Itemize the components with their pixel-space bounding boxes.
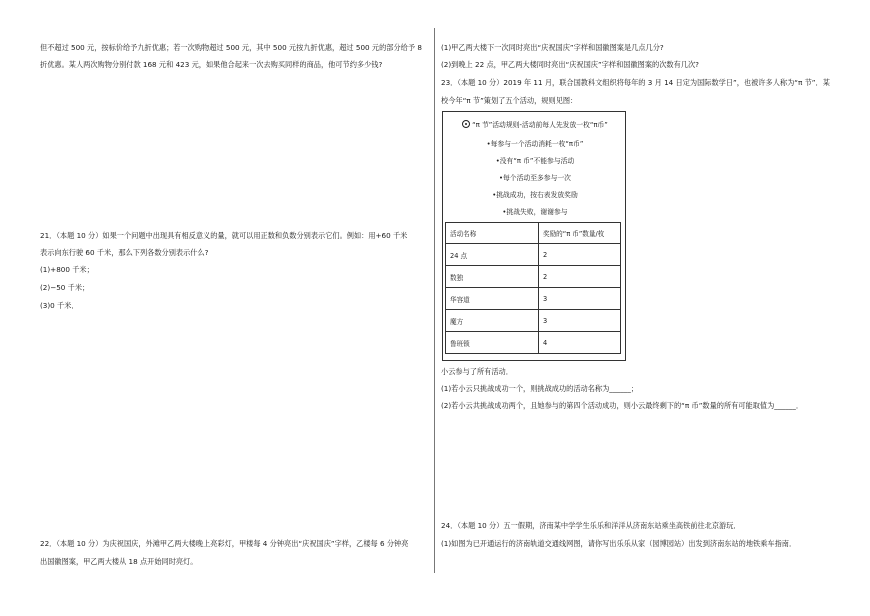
reward-count-cell: 4 [539, 332, 621, 354]
table-row [446, 310, 621, 332]
table-row [446, 332, 621, 354]
q21-text-line-2: 表示向东行驶 60 千米，那么下列各数分别表示什么? [40, 248, 209, 257]
header-activity-name: 活动名称 [446, 223, 539, 244]
column-divider [434, 28, 435, 573]
q22-text-line-1: 22．（本题 10 分）为庆祝国庆，外滩甲乙两大楼晚上亮彩灯，甲楼每 4 分钟亮出“庆祝国庆”字样，乙楼每 6 分钟亮 [40, 539, 409, 548]
q23-text-line-1: 23．（本题 10 分）2019 年 11 月，联合国教科文组织将每年的 3 月 14 日定为国际数学日”，也被许多人称为“π 节”．某 [441, 78, 830, 87]
activity-name-cell: 魔方 [446, 310, 539, 332]
header-reward-count: 奖励的“π 币”数量/枚 [539, 223, 621, 244]
rules-title: “π 节”活动规则-活动前每人先发放一枚“π币” [472, 121, 608, 129]
q23-text-line-2: 校今年“π 节”策划了五个活动，规则见图： [441, 96, 578, 105]
rules-title-row [443, 119, 627, 129]
rule-1: •每参与一个活动消耗一枚“π币” [486, 140, 584, 148]
q22-text-line-2: 出国徽图案，甲乙两大楼从 18 点开始同时亮灯。 [40, 557, 198, 566]
table-row [446, 244, 621, 266]
q22-subquestion-1: (1)甲乙两大楼下一次同时亮出“庆祝国庆”字样和国徽图案是几点几分? [441, 43, 664, 52]
q21-item-1: (1)+800 千米； [40, 265, 94, 274]
reward-count-cell: 3 [539, 310, 621, 332]
table-row [446, 266, 621, 288]
activity-name-cell: 华容道 [446, 288, 539, 310]
activity-name-cell: 24 点 [446, 244, 539, 266]
target-icon [462, 120, 470, 128]
rule-4: •挑战成功，按右表发放奖励 [492, 191, 578, 199]
q23-subquestion-2: (2)若小云共挑战成功两个，且她参与的第四个活动成功，则小云最终剩下的“π 币”数量的所有可能取值为______． [441, 401, 804, 410]
reward-count-cell: 3 [539, 288, 621, 310]
q23-subquestion-1: (1)若小云只挑战成功一个，则挑战成功的活动名称为______； [441, 384, 639, 393]
q20-text-line-1: 但不超过 500 元，按标价给予九折优惠；若一次购物超过 500 元，其中 500 元按九折优惠，超过 500 元的部分给予 8 [40, 43, 422, 52]
reward-count-cell: 2 [539, 266, 621, 288]
rule-3: •每个活动至多参与一次 [499, 174, 571, 182]
activity-name-cell: 鲁班锁 [446, 332, 539, 354]
activity-name-cell: 数独 [446, 266, 539, 288]
q21-item-3: (3)0 千米． [40, 301, 79, 310]
reward-count-cell: 2 [539, 244, 621, 266]
table-row [446, 288, 621, 310]
q23-after-text: 小云参与了所有活动． [441, 367, 513, 376]
activity-rules-box [442, 111, 626, 361]
q20-text-line-2: 折优惠。某人两次购物分别付款 168 元和 423 元，如果他合起来一次去购买同样的商品，他可节约多少钱? [40, 60, 383, 69]
q21-text-line-1: 21．（本题 10 分）如果一个问题中出现具有相反意义的量，就可以用正数和负数分别表示它们。例如：用+60 千米 [40, 231, 408, 240]
table-header-row [446, 223, 621, 244]
q22-subquestion-2: (2)到晚上 22 点，甲乙两大楼同时亮出“庆祝国庆”字样和国徽图案的次数有几次? [441, 60, 699, 69]
rule-2: •没有“π 币”不能参与活动 [495, 157, 575, 165]
q24-text-line-1: 24．（本题 10 分）五一假期，济南某中学学生乐乐和洋洋从济南东站乘坐高铁前往北京游玩． [441, 521, 741, 530]
q24-text-line-2: (1)如图为已开通运行的济南轨道交通线网图，请你写出乐乐从家（园博园站）出发到济南东站的地铁乘车指南． [441, 539, 797, 548]
q21-item-2: (2)−50 千米； [40, 283, 90, 292]
rule-5: •挑战失败，谢谢参与 [502, 208, 568, 216]
rewards-table [445, 222, 621, 354]
